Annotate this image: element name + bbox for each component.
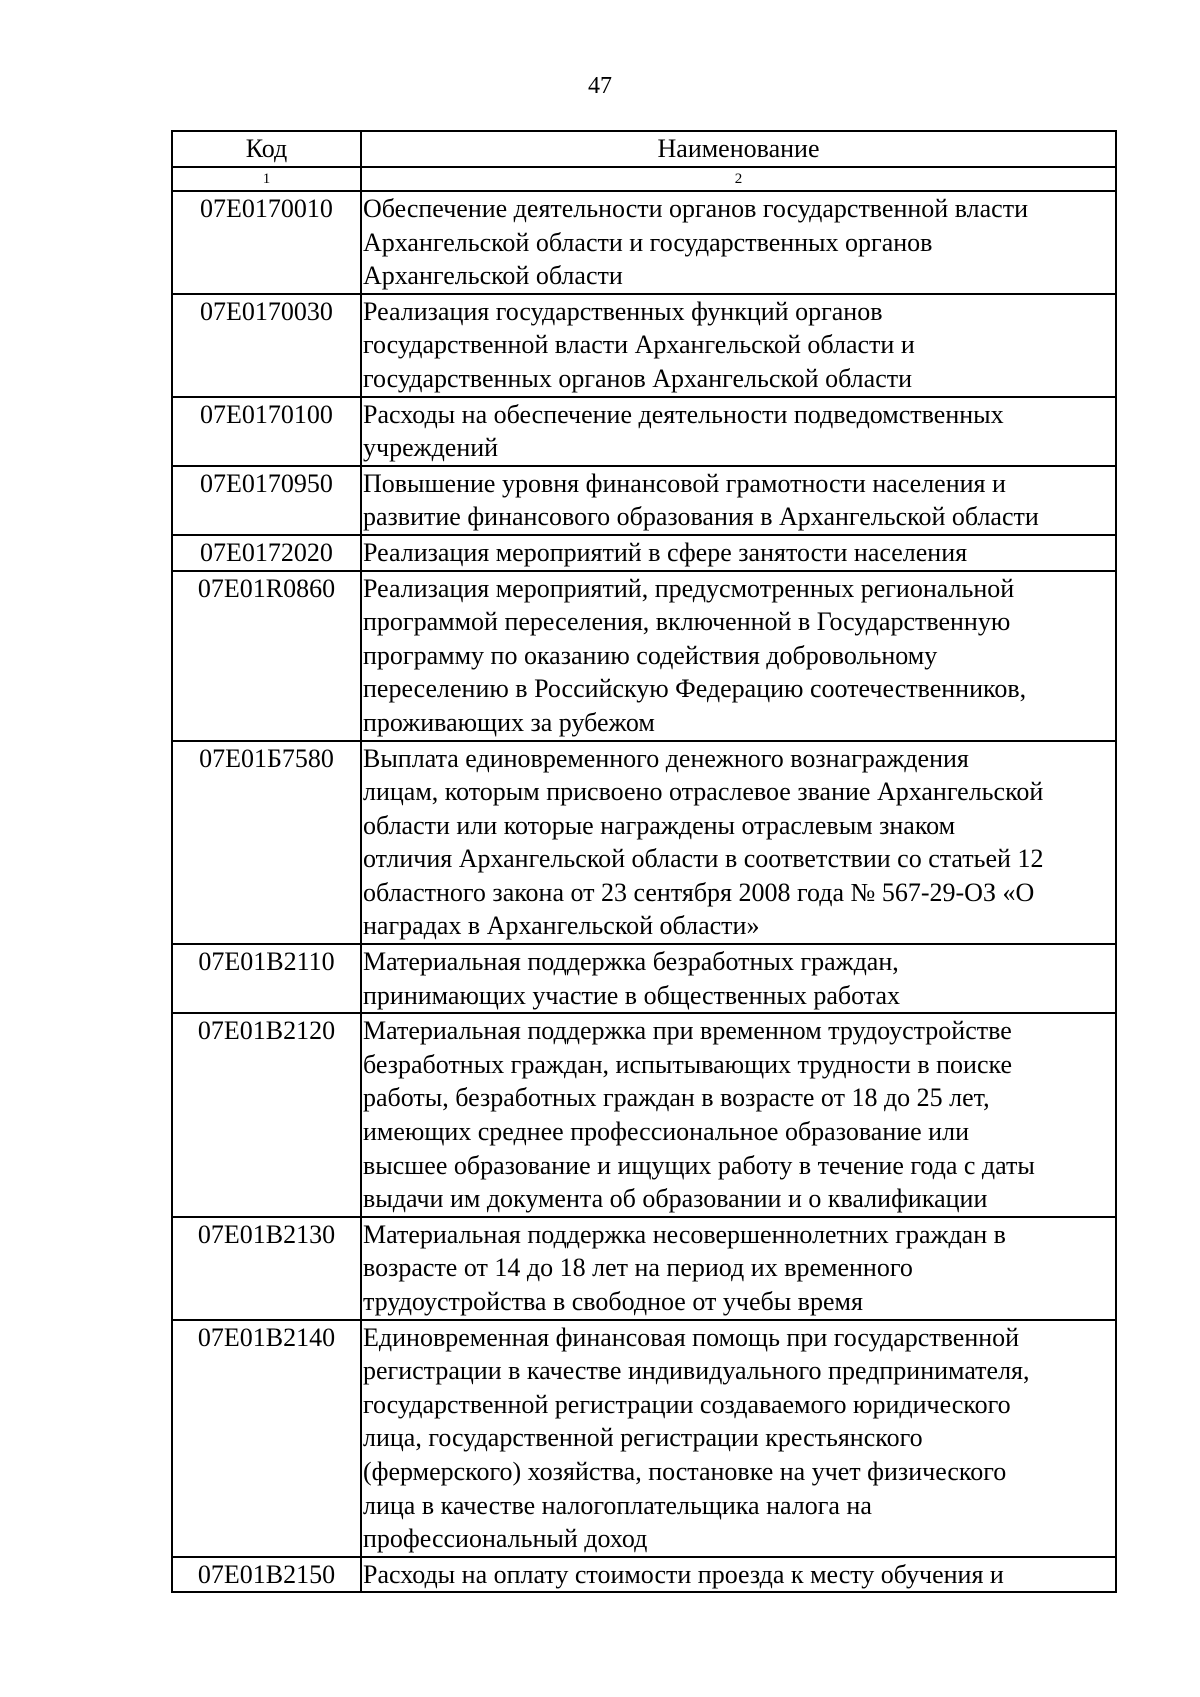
column-number-name: 2: [361, 167, 1116, 191]
table-body: [172, 191, 1116, 1592]
header-row: [172, 131, 1116, 167]
header-name: Наименование: [361, 131, 1116, 167]
row-code: 07Е01В2150: [172, 1557, 361, 1593]
row-code: 07Е01В2110: [172, 944, 361, 1013]
row-code: 07Е01В2140: [172, 1320, 361, 1557]
row-code: 07Е0172020: [172, 535, 361, 571]
table-row: [172, 1557, 1116, 1593]
row-name: Расходы на обеспечение деятельности подведомственных учреждений: [361, 397, 1116, 466]
row-name: Реализация мероприятий в сфере занятости населения: [361, 535, 1116, 571]
row-name: Материальная поддержка несовершеннолетних граждан в возрасте от 14 до 18 лет на период их временного трудоустройства в свободное от учебы время: [361, 1217, 1116, 1320]
row-code: 07Е01В2130: [172, 1217, 361, 1320]
row-code: 07Е01R0860: [172, 571, 361, 741]
table-row: [172, 191, 1116, 294]
header-code: Код: [172, 131, 361, 167]
row-name: Реализация государственных функций органов государственной власти Архангельской области и государственных органов Архангельской области: [361, 294, 1116, 397]
row-name: Единовременная финансовая помощь при государственной регистрации в качестве индивидуального предпринимателя, государственной регистрации создаваемого юридического лица, государственной регистрации крестьянского (фермерского) хозяйства, постановке на учет физического лица в качестве налогоплательщика налога на профессиональный доход: [361, 1320, 1116, 1557]
row-name: Материальная поддержка при временном трудоустройстве безработных граждан, испытывающих трудности в поиске работы, безработных граждан в возрасте от 18 до 25 лет, имеющих среднее профессиональное образование или высшее образование и ищущих работу в течение года с даты выдачи им документа об образовании и о квалификации: [361, 1013, 1116, 1217]
row-name: Материальная поддержка безработных граждан, принимающих участие в общественных работах: [361, 944, 1116, 1013]
row-code: 07Е01В2120: [172, 1013, 361, 1217]
row-name: Повышение уровня финансовой грамотности населения и развитие финансового образования в Архангельской области: [361, 466, 1116, 535]
table-row: [172, 1217, 1116, 1320]
row-code: 07Е0170030: [172, 294, 361, 397]
table-row: [172, 535, 1116, 571]
table-row: [172, 294, 1116, 397]
table-row: [172, 571, 1116, 741]
row-name: Реализация мероприятий, предусмотренных региональной программой переселения, включенной в Государственную программу по оказанию содействия добровольному переселению в Российскую Федерацию соотечественников, проживающих за рубежом: [361, 571, 1116, 741]
row-code: 07Е0170950: [172, 466, 361, 535]
table-row: [172, 944, 1116, 1013]
row-code: 07Е0170010: [172, 191, 361, 294]
row-code: 07Е0170100: [172, 397, 361, 466]
row-name: Выплата единовременного денежного вознаграждения лицам, которым присвоено отраслевое звание Архангельской области или которые награждены отраслевым знаком отличия Архангельской области в соответствии со статьей 12 областного закона от 23 сентября 2008 года № 567-29-ОЗ «О наградах в Архангельской области»: [361, 741, 1116, 945]
row-name: Обеспечение деятельности органов государственной власти Архангельской области и государственных органов Архангельской области: [361, 191, 1116, 294]
table-row: [172, 466, 1116, 535]
row-code: 07Е01Б7580: [172, 741, 361, 945]
column-number-row: [172, 167, 1116, 191]
budget-codes-table: [171, 130, 1117, 1593]
table-row: [172, 741, 1116, 945]
row-name: Расходы на оплату стоимости проезда к месту обучения и: [361, 1557, 1116, 1593]
table-row: [172, 1013, 1116, 1217]
table-row: [172, 1320, 1116, 1557]
table-row: [172, 397, 1116, 466]
page-number: 47: [588, 73, 612, 99]
column-number-code: 1: [172, 167, 361, 191]
